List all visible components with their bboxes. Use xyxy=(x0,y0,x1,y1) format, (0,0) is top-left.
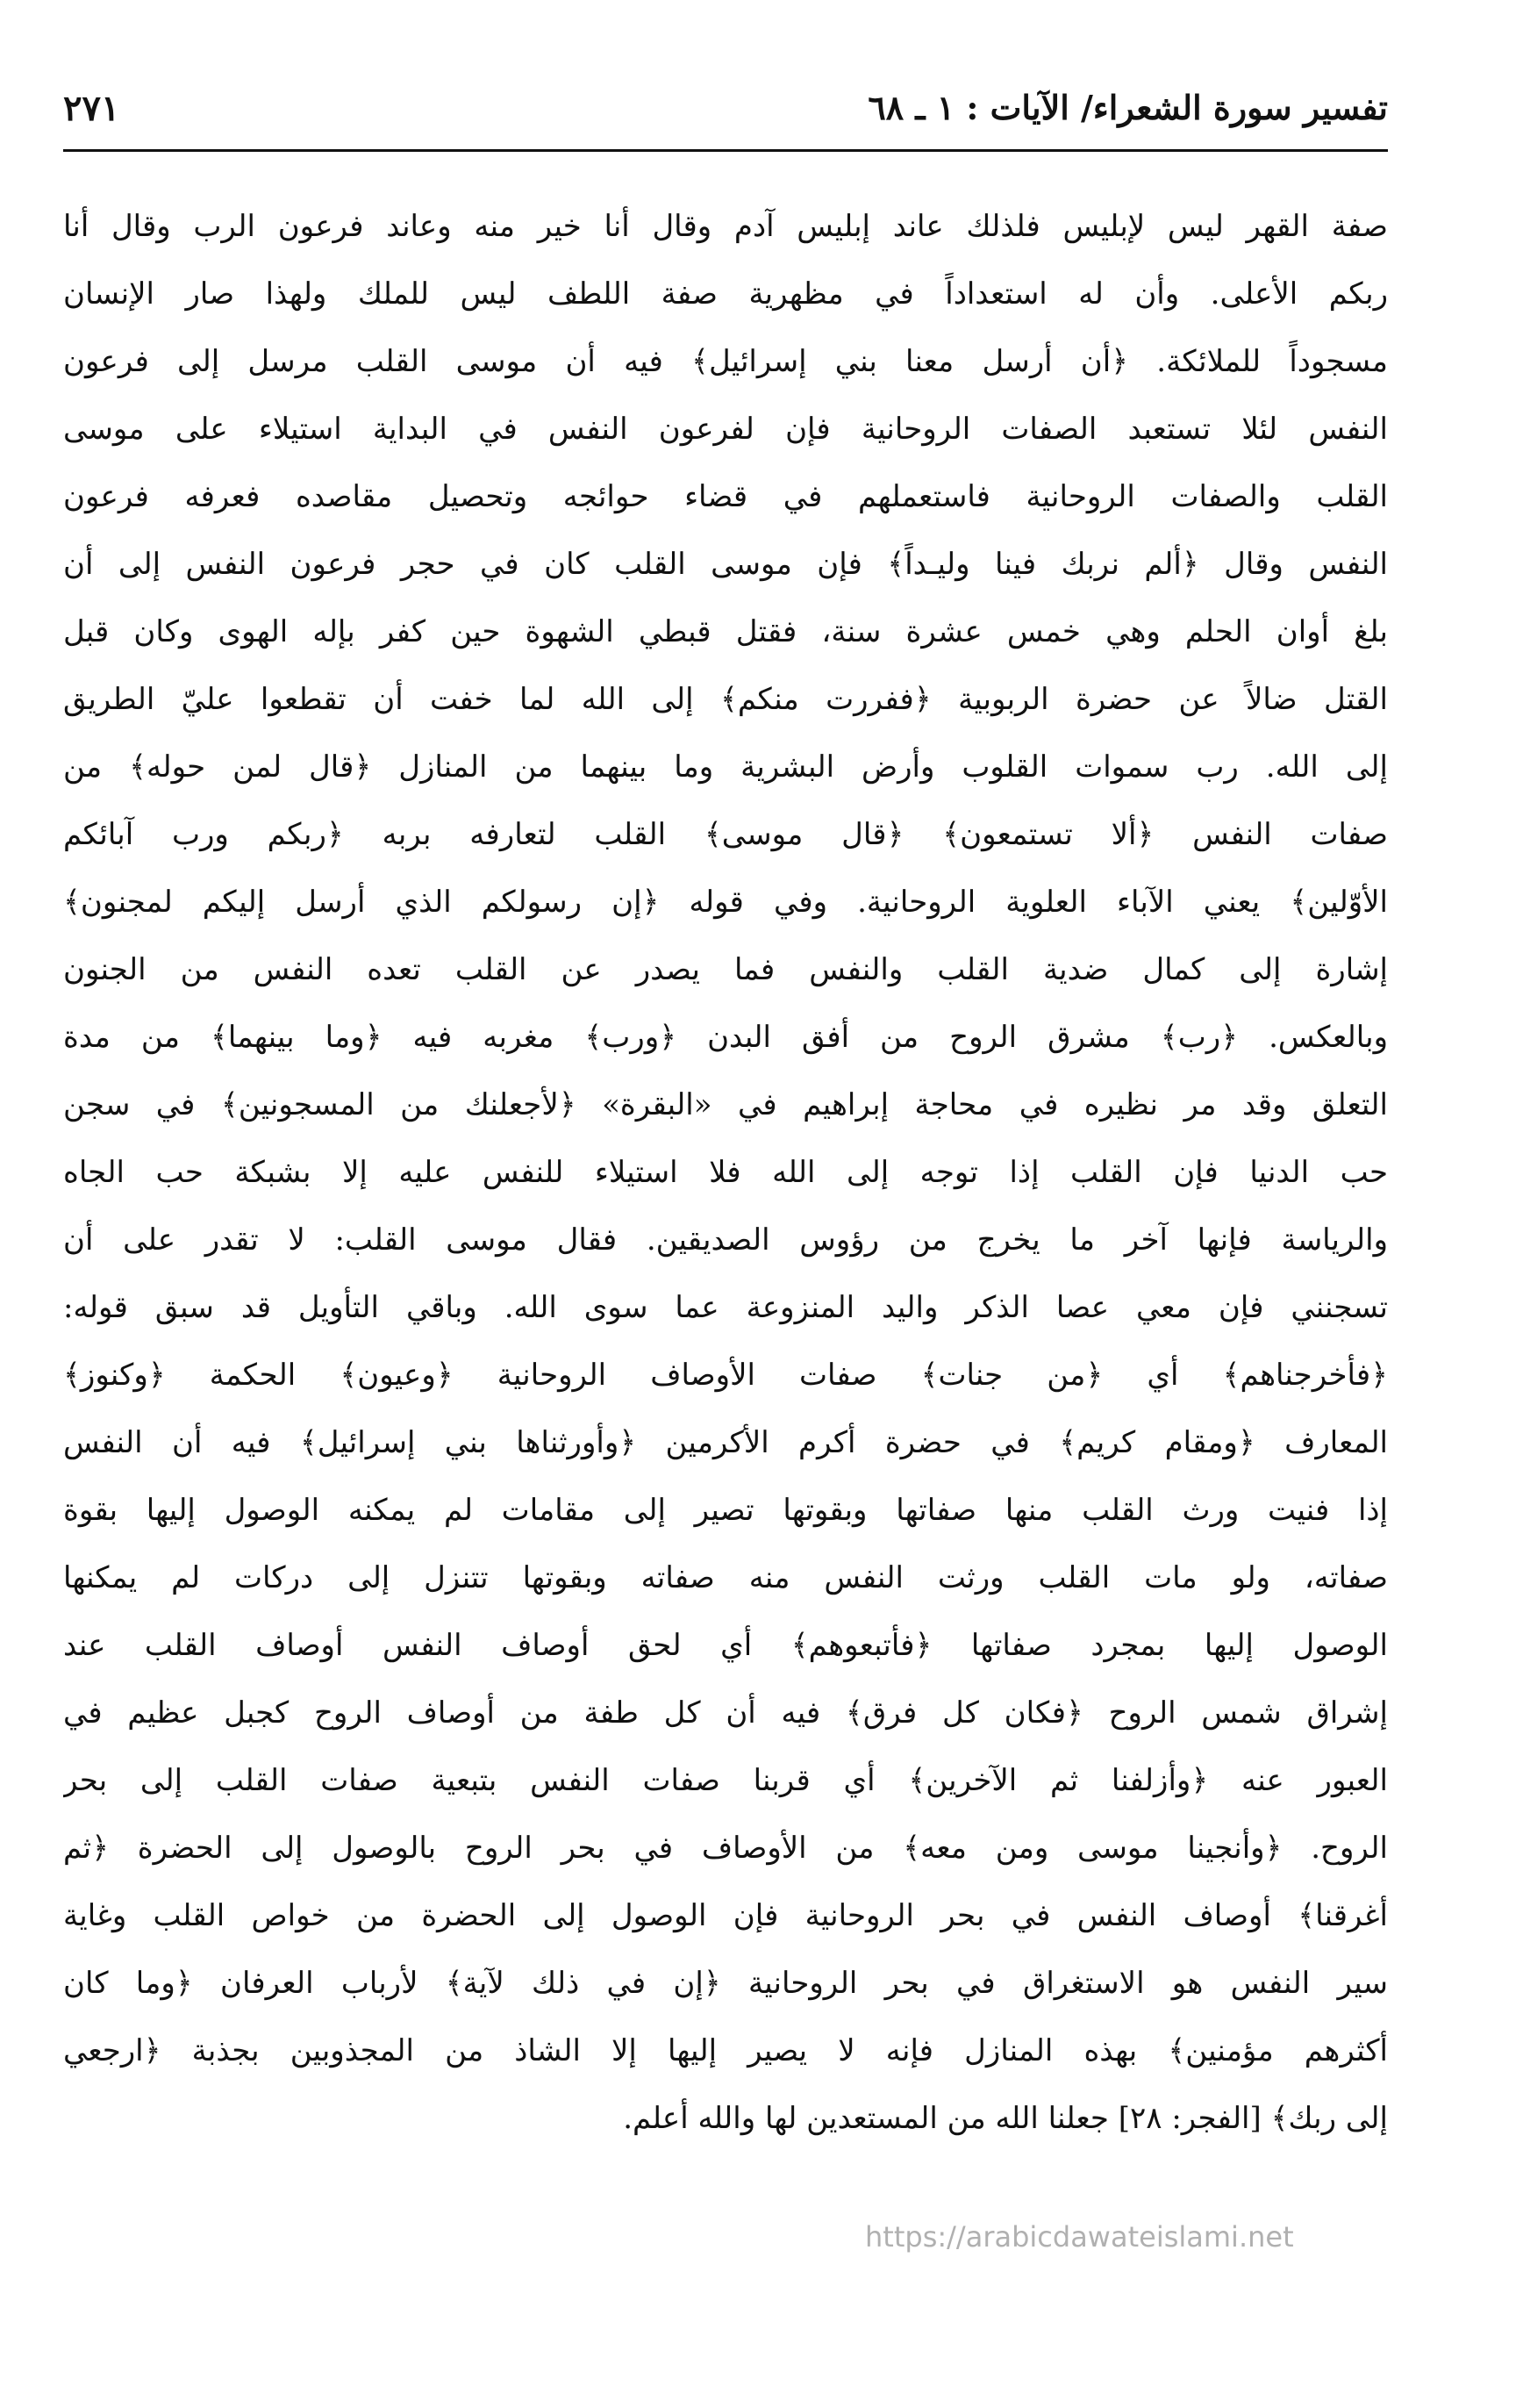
text-line: سير النفس هو الاستغراق في بحر الروحانية ﴿إن في ذلك لآية﴾ لأرباب العرفان ﴿وما كان xyxy=(63,1966,1388,2001)
text-line: تسجنني فإن معي عصا الذكر واليد المنزوعة عما سوى الله. وباقي التأويل قد سبق قوله: xyxy=(63,1290,1388,1325)
header-divider xyxy=(63,149,1388,152)
text-line: ﴿فأخرجناهم﴾ أي ﴿من جنات﴾ صفات الأوصاف الروحانية ﴿وعيون﴾ الحكمة ﴿وكنوز﴾ xyxy=(63,1358,1388,1393)
text-line: بلغ أوان الحلم وهي خمس عشرة سنة، فقتل قبطي الشهوة حين كفر بإله الهوى وكان قبل xyxy=(63,614,1388,649)
text-line: القتل ضالاً عن حضرة الربوبية ﴿ففررت منكم﴾ إلى الله لما خفت أن تقطعوا عليّ الطريق xyxy=(63,682,1388,717)
body-text xyxy=(63,193,1388,2153)
text-line: أكثرهم مؤمنين﴾ بهذه المنازل فإنه لا يصير إليها إلا الشاذ من المجذوبين بجذبة ﴿ارجعي xyxy=(63,2033,1388,2068)
text-line: النفس لئلا تستعبد الصفات الروحانية فإن لفرعون النفس في البداية استيلاء على موسى xyxy=(63,412,1388,447)
text-line: صفات النفس ﴿ألا تستمعون﴾ ﴿قال موسى﴾ القلب لتعارفه بربه ﴿ربكم ورب آبائكم xyxy=(63,817,1388,852)
text-line: صفاته، ولو مات القلب ورثت النفس منه صفاته وبقوتها تتنزل إلى دركات لم يمكنها xyxy=(63,1560,1388,1595)
text-line: صفة القهر ليس لإبليس فلذلك عاند إبليس آدم وقال أنا خير منه وعاند فرعون الرب وقال أنا xyxy=(63,209,1388,244)
text-line: إشراق شمس الروح ﴿فكان كل فرق﴾ فيه أن كل طفة من أوصاف الروح كجبل عظيم في xyxy=(63,1695,1388,1731)
text-line: إشارة إلى كمال ضدية القلب والنفس فما يصدر عن القلب تعده النفس من الجنون xyxy=(63,952,1388,987)
text-line: ربكم الأعلى. وأن له استعداداً في مظهرية صفة اللطف ليس للملك ولهذا صار الإنسان xyxy=(63,276,1388,312)
text-line: المعارف ﴿ومقام كريم﴾ في حضرة أكرم الأكرمين ﴿وأورثناها بني إسرائيل﴾ فيه أن النفس xyxy=(63,1425,1388,1460)
text-line: مسجوداً للملائكة. ﴿أن أرسل معنا بني إسرائيل﴾ فيه أن موسى القلب مرسل إلى فرعون xyxy=(63,344,1388,379)
text-line: إذا فنيت ورث القلب منها صفاتها وبقوتها تصير إلى مقامات لم يمكنه الوصول إليها بقوة xyxy=(63,1493,1388,1528)
text-line: إلى ربك﴾ [الفجر: ٢٨] جعلنا الله من المستعدين لها والله أعلم. xyxy=(623,2101,1388,2136)
running-header-title: تفسير سورة الشعراء/ الآيات : ١ ـ ٦٨ xyxy=(868,88,1388,127)
watermark-url: https://arabicdawateislami.net xyxy=(865,2220,1294,2254)
text-line: حب الدنيا فإن القلب إذا توجه إلى الله فلا استيلاء للنفس عليه إلا بشبكة حب الجاه xyxy=(63,1155,1388,1190)
text-line: الأوّلين﴾ يعني الآباء العلوية الروحانية. وفي قوله ﴿إن رسولكم الذي أرسل إليكم لمجنون﴾ xyxy=(63,885,1388,920)
text-line: الروح. ﴿وأنجينا موسى ومن معه﴾ من الأوصاف في بحر الروح بالوصول إلى الحضرة ﴿ثم xyxy=(63,1831,1388,1866)
text-line: القلب والصفات الروحانية فاستعملهم في قضاء حوائجه وتحصيل مقاصده فعرفه فرعون xyxy=(63,479,1388,514)
page-number: ٢٧١ xyxy=(63,88,120,129)
text-line: وبالعكس. ﴿رب﴾ مشرق الروح من أفق البدن ﴿ورب﴾ مغربه فيه ﴿وما بينهما﴾ من مدة xyxy=(63,1020,1388,1055)
text-line: أغرقنا﴾ أوصاف النفس في بحر الروحانية فإن الوصول إلى الحضرة من خواص القلب وغاية xyxy=(63,1898,1388,1933)
text-line: إلى الله. رب سموات القلوب وأرض البشرية وما بينهما من المنازل ﴿قال لمن حوله﴾ من xyxy=(63,749,1388,785)
page-header xyxy=(63,81,1388,151)
text-line: النفس وقال ﴿ألم نربك فينا وليـداً﴾ فإن موسى القلب كان في حجر فرعون النفس إلى أن xyxy=(63,547,1388,582)
text-line: العبور عنه ﴿وأزلفنا ثم الآخرين﴾ أي قربنا صفات النفس بتبعية صفات القلب إلى بحر xyxy=(63,1763,1388,1798)
text-line: الوصول إليها بمجرد صفاتها ﴿فأتبعوهم﴾ أي لحق أوصاف النفس أوصاف القلب عند xyxy=(63,1628,1388,1663)
text-line: التعلق وقد مر نظيره في محاجة إبراهيم في «البقرة» ﴿لأجعلنك من المسجونين﴾ في سجن xyxy=(63,1087,1388,1122)
text-line: والرياسة فإنها آخر ما يخرج من رؤوس الصديقين. فقال موسى القلب: لا تقدر على أن xyxy=(63,1222,1388,1258)
